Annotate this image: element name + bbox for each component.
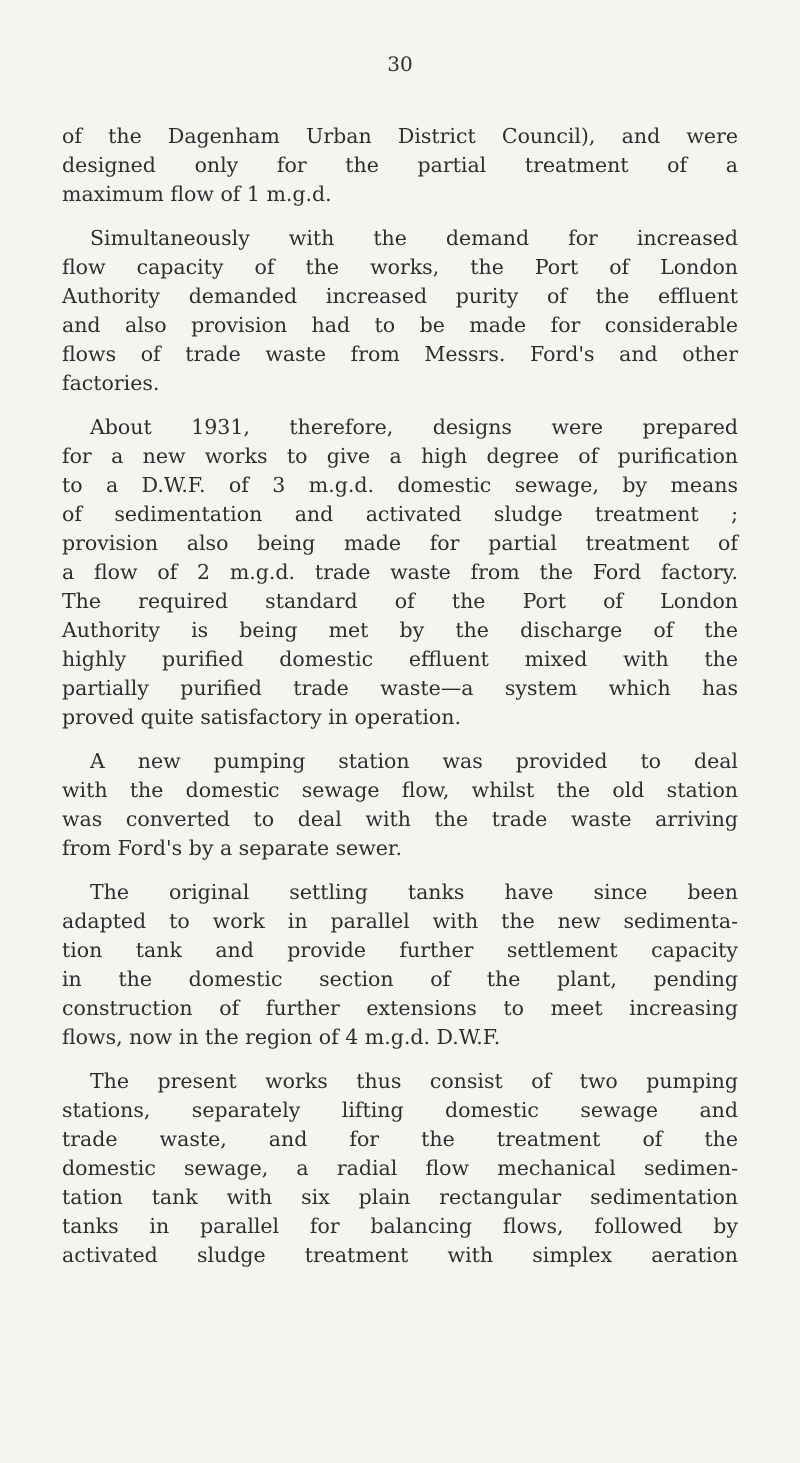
text-line: About 1931, therefore, designs were prepared	[90, 415, 738, 439]
text-line: tion tank and provide further settlement capacity	[62, 938, 738, 962]
text-line: activated sludge treatment with simplex aeration	[62, 1243, 738, 1267]
text-line: tanks in parallel for balancing flows, followed by	[62, 1214, 738, 1238]
text-line: highly purified domestic effluent mixed with the	[62, 647, 738, 671]
text-line: construction of further extensions to meet increasing	[62, 996, 738, 1020]
text-line: tation tank with six plain rectangular sedimentation	[62, 1185, 738, 1209]
paragraph	[62, 1067, 738, 1270]
text-line: designed only for the partial treatment of a	[62, 153, 738, 177]
text-line: provision also being made for partial treatment of	[62, 531, 738, 555]
text-line: proved quite satisfactory in operation.	[62, 705, 461, 729]
text-line: factories.	[62, 371, 160, 395]
text-line: The present works thus consist of two pumping	[90, 1069, 738, 1093]
text-line: for a new works to give a high degree of purification	[62, 444, 738, 468]
text-line: A new pumping station was provided to deal	[90, 749, 738, 773]
text-line: was converted to deal with the trade waste arriving	[62, 807, 738, 831]
text-line: Authority is being met by the discharge of the	[62, 618, 738, 642]
text-line: partially purified trade waste—a system which has	[62, 676, 738, 700]
text-line: Simultaneously with the demand for increased	[90, 226, 738, 250]
paragraph	[62, 413, 738, 732]
text-line: flows, now in the region of 4 m.g.d. D.W.F.	[62, 1025, 501, 1049]
text-line: in the domestic section of the plant, pending	[62, 967, 738, 991]
text-line: maximum flow of 1 m.g.d.	[62, 182, 332, 206]
text-line: adapted to work in parallel with the new sedimenta-	[62, 909, 738, 933]
text-line: and also provision had to be made for considerable	[62, 313, 738, 337]
text-line: with the domestic sewage flow, whilst the old station	[62, 778, 738, 802]
text-line: from Ford's by a separate sewer.	[62, 836, 402, 860]
text-line: a flow of 2 m.g.d. trade waste from the Ford factory.	[62, 560, 738, 584]
paragraph	[62, 878, 738, 1052]
paragraph	[62, 224, 738, 398]
text-line: Authority demanded increased purity of the effluent	[62, 284, 738, 308]
text-line: flows of trade waste from Messrs. Ford's and other	[62, 342, 738, 366]
paragraph	[62, 122, 738, 209]
text-body	[62, 122, 738, 1285]
text-line: The required standard of the Port of London	[62, 589, 738, 613]
text-line: domestic sewage, a radial flow mechanical sedimen-	[62, 1156, 738, 1180]
text-line: of the Dagenham Urban District Council), and were	[62, 124, 738, 148]
text-line: to a D.W.F. of 3 m.g.d. domestic sewage, by means	[62, 473, 738, 497]
text-line: trade waste, and for the treatment of the	[62, 1127, 738, 1151]
page-number: 30	[387, 52, 413, 76]
text-line: flow capacity of the works, the Port of London	[62, 255, 738, 279]
text-line: The original settling tanks have since been	[90, 880, 738, 904]
text-line: stations, separately lifting domestic sewage and	[62, 1098, 738, 1122]
text-line: of sedimentation and activated sludge treatment ;	[62, 502, 738, 526]
paragraph	[62, 747, 738, 863]
